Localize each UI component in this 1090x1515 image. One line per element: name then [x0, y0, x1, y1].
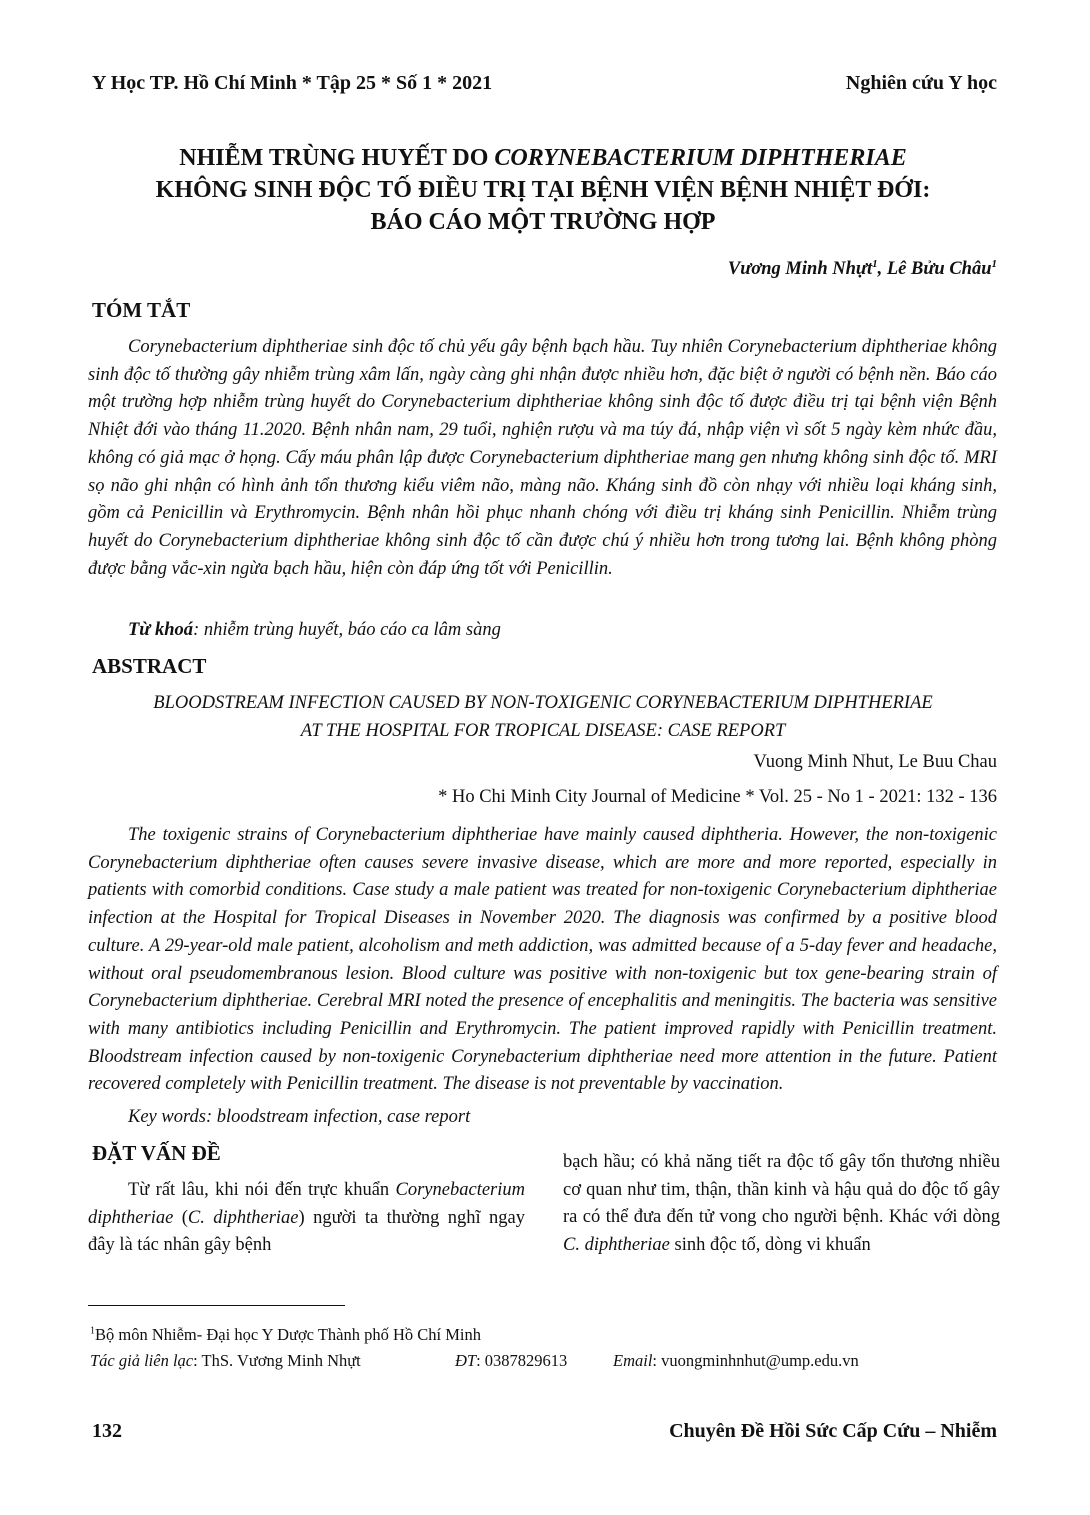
author-sup: 1 [991, 258, 997, 270]
title-text: NHIỄM TRÙNG HUYẾT DO [179, 145, 495, 171]
intro-right-column [563, 1149, 1000, 1260]
footnote-affiliation [90, 1325, 481, 1345]
keywords-label: Từ khoá [128, 620, 194, 640]
authors-en: Vuong Minh Nhut, Le Buu Chau [753, 752, 997, 772]
keywords-text: : nhiễm trùng huyết, báo cáo ca lâm sàng [193, 620, 501, 640]
footnote-sup: 1 [90, 1325, 95, 1337]
intro-left-column [88, 1177, 525, 1260]
summary-heading: TÓM TẮT [92, 298, 191, 322]
intro-species-abbr: C. diphtheriae [187, 1207, 299, 1228]
intro-text: Từ rất lâu, khi nói đến trực khuẩn [128, 1180, 396, 1200]
email-label: Email [613, 1351, 653, 1370]
intro-species-abbr: C. diphtheriae [563, 1235, 670, 1256]
intro-text: sinh độc tố, dòng vi khuẩn [669, 1235, 871, 1256]
intro-text: ) người ta thường nghĩ ngay đây là tác nhân gây bệnh [88, 1207, 525, 1256]
article-title [88, 142, 998, 238]
page-number: 132 [92, 1420, 122, 1442]
abstract-text: The toxigenic strains of Corynebacterium diphtheriae have mainly caused diphtheria. However, the non-toxigenic Corynebacterium diphtheriae often causes severe invasive disease, which are more and more reported, especially in patients with comorbid conditions. Case study a male patient was treated for non-toxigenic Corynebacterium diphtheriae infection at the Hospital for Tropical Diseases in November 2020. The diagnosis was confirmed by a positive blood culture. A 29-year-old male patient, alcoholism and meth addiction, was admitted because of a 5-day fever and headache, without oral pseudomembranous lesion. Blood culture was positive with non-toxigenic but tox gene-bearing strain of Corynebacterium diphtheriae. Cerebral MRI noted the presence of encephalitis and meningitis. The bacteria was sensitive with many antibiotics including Penicillin and Erythromycin. The patient improved rapidly with Penicillin treatment. Bloodstream infection caused by non-toxigenic Corynebacterium diphtheriae need more attention in the future. Patient recovered completely with Penicillin treatment. The disease is not preventable by vaccination. [88, 825, 997, 1095]
footnote-divider [88, 1305, 345, 1306]
abstract-title [88, 689, 998, 745]
citation: * Ho Chi Minh City Journal of Medicine * Vol. 25 - No 1 - 2021: 132 - 136 [438, 787, 997, 807]
section-header: Nghiên cứu Y học [845, 72, 997, 94]
abstract-keywords: Key words: bloodstream infection, case report [128, 1107, 471, 1127]
summary-text: Corynebacterium diphtheriae sinh độc tố chủ yếu gây bệnh bạch hầu. Tuy nhiên Corynebacterium diphtheriae không sinh độc tố thường gây nhiễm trùng xâm lấn, ngày càng ghi nhận được nhiều hơn, đặc biệt ở người có bệnh nền. Báo cáo một trường hợp nhiễm trùng huyết do Corynebacterium diphtheriae không sinh độc tố được điều trị tại bệnh viện Bệnh Nhiệt đới vào tháng 11.2020. Bệnh nhân nam, 29 tuổi, nghiện rượu và ma túy đá, nhập viện vì sốt 5 ngày kèm nhức đầu, không có giả mạc ở họng. Cấy máu phân lập được Corynebacterium diphtheriae mang gen nhưng không sinh độc tố. MRI sọ não ghi nhận có hình ảnh tổn thương kiểu viêm não, màng não. Kháng sinh đồ còn nhạy với nhiều loại kháng sinh, gồm cả Penicillin và Erythromycin. Bệnh nhân hồi phục nhanh chóng với điều trị kháng sinh Penicillin. Nhiễm trùng huyết do Corynebacterium diphtheriae không sinh độc tố cần được chú ý nhiều hơn trong tương lai. Bệnh không phòng được bằng vắc-xin ngừa bạch hầu, hiện còn đáp ứng tốt với Penicillin. [88, 337, 997, 579]
footnote-contact [90, 1351, 1000, 1371]
abstract-heading: ABSTRACT [92, 654, 207, 678]
title-line-3: BÁO CÁO MỘT TRƯỜNG HỢP [370, 209, 716, 235]
intro-text: bạch hầu; có khả năng tiết ra độc tố gây tổn thương nhiều cơ quan như tim, thận, thần kinh và hậu quả do độc tố gây ra có thể đưa đến tử vong cho người bệnh. Khác với dòng [563, 1152, 1000, 1228]
affiliation-text: Bộ môn Nhiễm- Đại học Y Dược Thành phố Hồ Chí Minh [95, 1325, 481, 1344]
title-species: CORYNEBACTERIUM DIPHTHERIAE [494, 145, 907, 171]
intro-text: ( [173, 1207, 188, 1228]
abstract-title-line-2: AT THE HOSPITAL FOR TROPICAL DISEASE: CASE REPORT [300, 721, 786, 741]
contact-name: : ThS. Vương Minh Nhựt [193, 1351, 361, 1370]
footer-topic: Chuyên Đề Hồi Sức Cấp Cứu – Nhiễm [669, 1420, 997, 1442]
journal-header: Y Học TP. Hồ Chí Minh * Tập 25 * Số 1 * 2021 [92, 72, 493, 94]
phone-number: : 0387829613 [476, 1351, 568, 1370]
intro-species: Corynebacterium diphtheriae [88, 1180, 525, 1228]
abstract-title-text: BLOODSTREAM INFECTION CAUSED BY [153, 693, 491, 713]
email-address: : vuongminhnhut@ump.edu.vn [652, 1351, 859, 1370]
author: Lê Bửu Châu [886, 259, 992, 280]
contact-label: Tác giả liên lạc [90, 1351, 194, 1370]
phone-label: ĐT [455, 1351, 477, 1370]
abstract-title-species: NON-TOXIGENIC CORYNEBACTERIUM DIPHTHERIAE [490, 693, 933, 713]
author-sep: , [877, 259, 887, 280]
author: Vương Minh Nhựt [727, 259, 873, 280]
intro-heading: ĐẶT VẤN ĐỀ [92, 1141, 221, 1165]
authors-vi [728, 258, 997, 280]
title-line-2: KHÔNG SINH ĐỘC TỐ ĐIỀU TRỊ TẠI BỆNH VIỆN BỆNH NHIỆT ĐỚI: [155, 177, 931, 203]
summary-keywords [128, 620, 501, 641]
author-sup: 1 [872, 258, 878, 270]
